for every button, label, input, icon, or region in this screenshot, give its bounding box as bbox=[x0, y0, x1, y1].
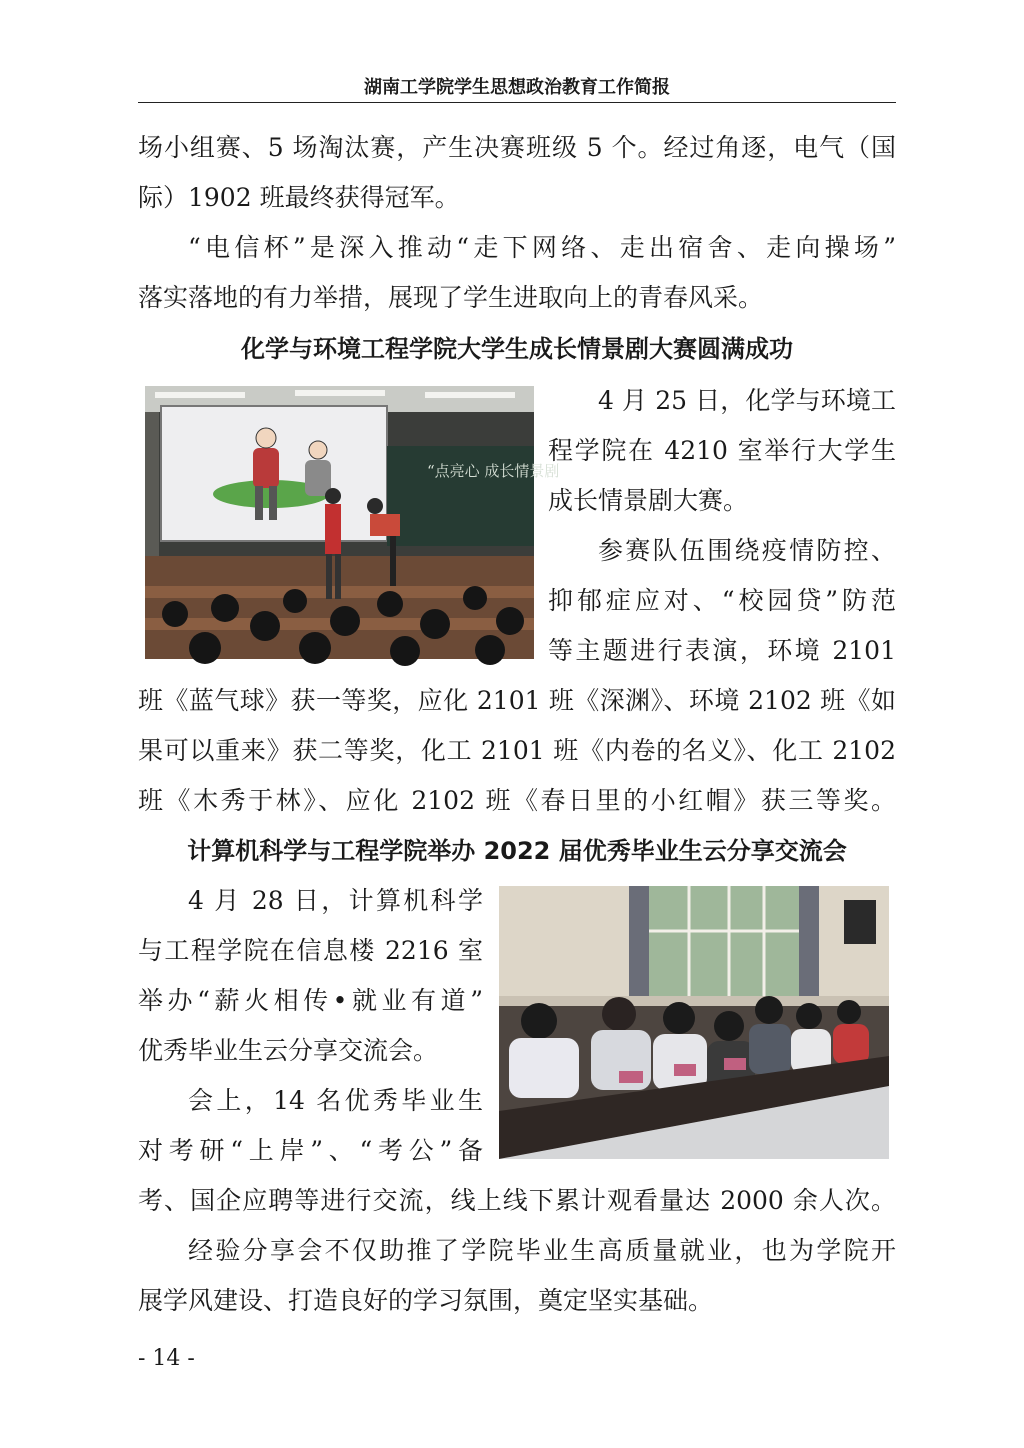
body-line: 班《蓝气球》获一等奖，应化 2101 班《深渊》、环境 2102 班《如 bbox=[138, 686, 896, 715]
body-line: 际）1902 班最终获得冠军。 bbox=[138, 183, 460, 212]
graduate-sharing-photo bbox=[499, 886, 889, 1159]
body-line: 4 月 28 日，计算机科学 bbox=[188, 886, 483, 915]
body-line: 举办“薪火相传•就业有道” bbox=[138, 986, 483, 1015]
body-line: 与工程学院在信息楼 2216 室 bbox=[138, 936, 483, 965]
body-line: “电信杯”是深入推动“走下网络、走出宿舍、走向操场” bbox=[188, 233, 896, 262]
body-line: 场小组赛、5 场淘汰赛，产生决赛班级 5 个。经过角逐，电气（国 bbox=[138, 133, 896, 162]
body-line: 成长情景剧大赛。 bbox=[548, 486, 749, 515]
body-line: 优秀毕业生云分享交流会。 bbox=[138, 1036, 439, 1065]
body-line: 经验分享会不仅助推了学院毕业生高质量就业，也为学院开 bbox=[188, 1236, 896, 1265]
body-line: 会上，14 名优秀毕业生 bbox=[188, 1086, 483, 1115]
blackboard-text: “点亮心 成长情景剧 bbox=[427, 462, 560, 480]
situational-drama-photo bbox=[145, 386, 560, 659]
body-line: 参赛队伍围绕疫情防控、 bbox=[598, 536, 896, 565]
body-line: 展学风建设、打造良好的学习氛围，奠定坚实基础。 bbox=[138, 1286, 714, 1315]
body-line: 果可以重来》获二等奖，化工 2101 班《内卷的名义》、化工 2102 bbox=[138, 736, 896, 765]
article-2-title: 计算机科学与工程学院举办 2022 届优秀毕业生云分享交流会 bbox=[187, 837, 847, 865]
body-line: 程学院在 4210 室举行大学生 bbox=[548, 436, 896, 465]
body-line: 班《木秀于林》、应化 2102 班《春日里的小红帽》获三等奖。 bbox=[138, 786, 896, 815]
body-line: 对考研“上岸”、“考公”备 bbox=[138, 1136, 483, 1165]
body-line: 4 月 25 日，化学与环境工 bbox=[598, 386, 896, 415]
page-number: - 14 - bbox=[138, 1346, 195, 1371]
body-line: 考、国企应聘等进行交流，线上线下累计观看量达 2000 余人次。 bbox=[138, 1186, 896, 1215]
body-line: 等主题进行表演，环境 2101 bbox=[548, 636, 896, 665]
article-1-title: 化学与环境工程学院大学生成长情景剧大赛圆满成功 bbox=[241, 335, 793, 363]
newsletter-header: 湖南工学院学生思想政治教育工作简报 bbox=[138, 76, 896, 103]
body-line: 抑郁症应对、“校园贷”防范 bbox=[548, 586, 896, 615]
body-line: 落实落地的有力举措，展现了学生进取向上的青春风采。 bbox=[138, 283, 764, 312]
